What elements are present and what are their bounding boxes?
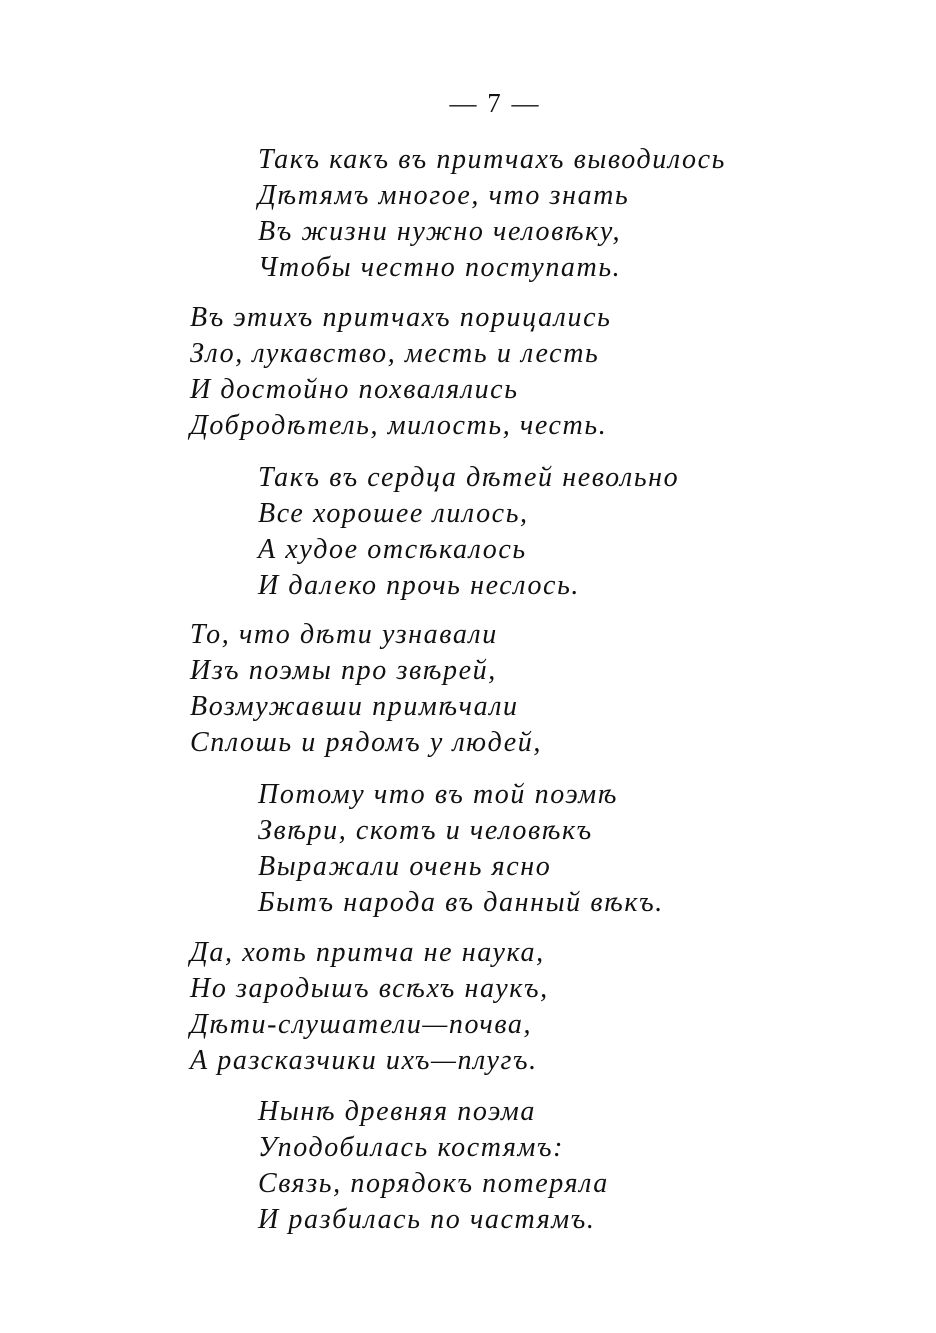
stanza-5	[258, 777, 664, 921]
verse-line: Такъ въ сердца дѣтей невольно	[258, 462, 680, 493]
stanza-3	[258, 460, 679, 604]
verse-line: Выражали очень ясно	[258, 851, 552, 882]
page-number: — 7 —	[449, 88, 541, 118]
stanza-6	[190, 935, 549, 1079]
verse-line: Дѣти-слушатели—почва,	[190, 1009, 533, 1040]
verse-line: Дѣтямъ многое, что знать	[258, 180, 630, 211]
verse-line: Нынѣ древняя поэма	[258, 1096, 536, 1127]
verse-line: И далеко прочь неслось.	[258, 570, 581, 601]
verse-line: Добродѣтель, милость, честь.	[190, 410, 608, 441]
stanza-1	[258, 142, 726, 286]
verse-line: Звѣри, скотъ и человѣкъ	[258, 815, 593, 846]
verse-line: А худое отсѣкалось	[258, 534, 527, 565]
verse-line: Въ жизни нужно человѣку,	[258, 216, 622, 247]
verse-line: Чтобы честно поступать.	[258, 252, 622, 283]
verse-line: То, что дѣти узнавали	[190, 619, 498, 650]
stanza-2	[190, 300, 611, 444]
verse-line: И достойно похвалялись	[190, 374, 519, 405]
verse-line: Уподобилась костямъ:	[258, 1132, 565, 1163]
verse-line: Зло, лукавство, месть и лесть	[190, 338, 600, 369]
verse-line: Но зародышъ всѣхъ наукъ,	[190, 973, 549, 1004]
stanza-4	[190, 617, 542, 761]
verse-line: И разбилась по частямъ.	[258, 1204, 596, 1235]
verse-line: Да, хоть притча не наука,	[190, 937, 545, 968]
verse-line: Все хорошее лилось,	[258, 498, 529, 529]
verse-line: А разсказчики ихъ—плугъ.	[190, 1045, 538, 1076]
verse-line: Изъ поэмы про звѣрей,	[190, 655, 497, 686]
stanza-7	[258, 1094, 609, 1238]
verse-line: Потому что въ той поэмѣ	[258, 779, 619, 810]
verse-line: Связь, порядокъ потеряла	[258, 1168, 609, 1199]
verse-line: Бытъ народа въ данный вѣкъ.	[258, 887, 664, 918]
verse-line: Возмужавши примѣчали	[190, 691, 519, 722]
verse-line: Сплошь и рядомъ у людей,	[190, 727, 542, 758]
verse-line: Такъ какъ въ притчахъ выводилось	[258, 144, 727, 175]
verse-line: Въ этихъ притчахъ порицались	[190, 302, 612, 333]
